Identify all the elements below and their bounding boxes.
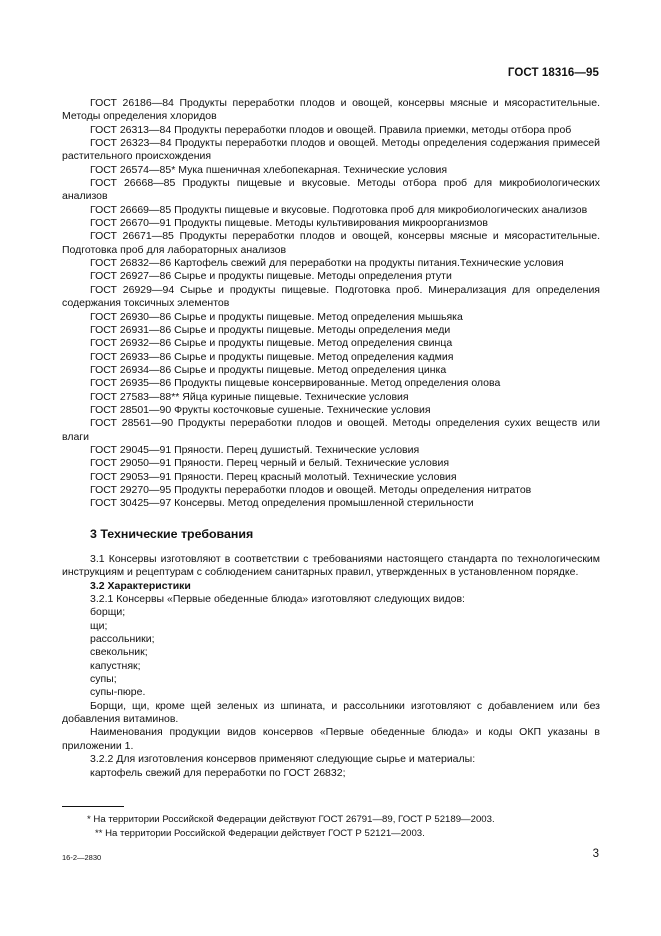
reference-item: ГОСТ 29050—91 Пряности. Перец черный и белый. Технические условия: [90, 457, 450, 470]
list-item: супы-пюре.: [90, 686, 146, 699]
subsection-heading-3-2: 3.2 Характеристики: [90, 579, 191, 592]
reference-item: ГОСТ 28501—90 Фрукты косточковые сушеные. Технические условия: [90, 403, 431, 416]
product-kinds-list: [62, 606, 600, 699]
footnotes: [62, 813, 600, 840]
paragraph-3-1: 3.1 Консервы изготовляют в соответствии с требованиями настоящего стандарта по технологическим инструкциям и рецептурам с соблюдением санитарных правил, утвержденных в установленном порядке.: [62, 553, 600, 579]
reference-item: ГОСТ 26927—86 Сырье и продукты пищевые. Методы определения ртути: [90, 270, 452, 283]
reference-item: ГОСТ 26668—85 Продукты пищевые и вкусовые. Методы отбора проб для микробиологических анализов: [62, 177, 600, 203]
footnote-divider: [62, 806, 124, 807]
reference-item: ГОСТ 29045—91 Пряности. Перец душистый. Технические условия: [90, 443, 420, 456]
paragraph-3-2-1: 3.2.1 Консервы «Первые обеденные блюда» изготовляют следующих видов:: [90, 593, 465, 606]
normative-references-list: [62, 97, 600, 511]
reference-item: ГОСТ 26929—94 Сырье и продукты пищевые. Подготовка проб. Минерализация для определения содержания токсичных элементов: [62, 283, 600, 310]
material-item: картофель свежий для переработки по ГОСТ 26832;: [90, 766, 346, 779]
paragraph-product-names: Наименования продукции видов консервов «Первые обеденные блюда» и коды ОКП указаны в приложении 1.: [62, 726, 600, 752]
print-code: 16-2—2830: [62, 853, 102, 862]
section-title: 3 Технические требования: [90, 526, 254, 541]
page-number: 3: [592, 848, 599, 860]
reference-item: ГОСТ 26671—85 Продукты переработки плодов и овощей, консервы мясные и мясорастительные. Подготовка проб для лабораторных анализов: [62, 230, 600, 256]
reference-item: ГОСТ 26933—86 Сырье и продукты пищевые. Метод определения кадмия: [90, 350, 454, 363]
list-item: щи;: [90, 619, 108, 632]
paragraph-vitamins: Борщи, щи, кроме щей зеленых из шпината, и рассольники изготовляют с добавлением или без добавления витаминов.: [62, 699, 600, 726]
list-item: капустняк;: [90, 659, 141, 672]
reference-item: ГОСТ 26670—91 Продукты пищевые. Методы культивирования микроорганизмов: [90, 217, 488, 230]
reference-item: ГОСТ 26186—84 Продукты переработки плодов и овощей, консервы мясные и мясорастительные. Методы определения хлоридов: [62, 97, 600, 123]
reference-item: ГОСТ 26669—85 Продукты пищевые и вкусовые. Подготовка проб для микробиологических анализов: [90, 203, 588, 216]
document-code-header: ГОСТ 18316—95: [507, 67, 599, 79]
reference-item: ГОСТ 26931—86 Сырье и продукты пищевые. Методы определения меди: [90, 323, 451, 336]
list-item: супы;: [90, 673, 117, 686]
footnote: * На территории Российской Федерации действуют ГОСТ 26791—89, ГОСТ Р 52189—2003.: [87, 814, 495, 825]
reference-item: ГОСТ 26832—86 Картофель свежий для переработки на продукты питания.Технические условия: [90, 257, 564, 270]
list-item: рассольники;: [90, 633, 155, 646]
reference-item: ГОСТ 26930—86 Сырье и продукты пищевые. Метод определения мышьяка: [90, 310, 463, 323]
reference-item: ГОСТ 26323—84 Продукты переработки плодов и овощей. Методы определения содержания примесей растительного происхождения: [62, 137, 600, 163]
footnote: ** На территории Российской Федерации действует ГОСТ Р 52121—2003.: [95, 827, 425, 839]
reference-item: ГОСТ 26932—86 Сырье и продукты пищевые. Метод определения свинца: [90, 337, 453, 350]
paragraph-3-2-2: 3.2.2 Для изготовления консервов применяют следующие сырье и материалы:: [90, 753, 476, 766]
reference-item: ГОСТ 26935—86 Продукты пищевые консервированные. Метод определения олова: [90, 377, 501, 390]
document-body: [62, 97, 600, 780]
list-item: борщи;: [90, 606, 126, 619]
reference-item: ГОСТ 29270—95 Продукты переработки плодов и овощей. Методы определения нитратов: [90, 483, 532, 496]
list-item: свекольник;: [90, 646, 148, 659]
reference-item: ГОСТ 26934—86 Сырье и продукты пищевые. Метод определения цинка: [90, 363, 447, 376]
reference-item: ГОСТ 28561—90 Продукты переработки плодов и овощей. Методы определения сухих веществ или влаги: [62, 417, 600, 443]
reference-item: ГОСТ 27583—88** Яйца куриные пищевые. Технические условия: [90, 390, 409, 403]
reference-item: ГОСТ 29053—91 Пряности. Перец красный молотый. Технические условия: [90, 470, 457, 483]
reference-item: ГОСТ 30425—97 Консервы. Метод определения промышленной стерильности: [90, 497, 474, 510]
reference-item: ГОСТ 26313—84 Продукты переработки плодов и овощей. Правила приемки, методы отбора проб: [90, 123, 572, 136]
reference-item: ГОСТ 26574—85* Мука пшеничная хлебопекарная. Технические условия: [90, 163, 448, 176]
